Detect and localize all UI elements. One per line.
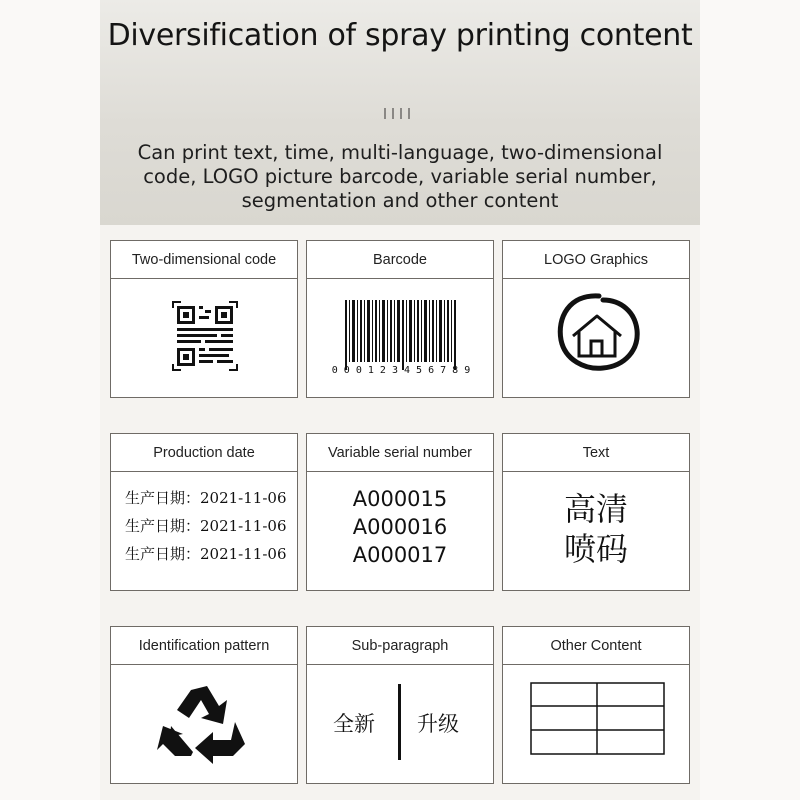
card-label: Identification pattern [111, 627, 297, 665]
table-grid-icon [503, 664, 691, 783]
card-label: LOGO Graphics [503, 241, 689, 279]
production-date-line: 生产日期：2021-11-06 [125, 517, 287, 535]
card-label: Sub-paragraph [307, 627, 493, 665]
card-variable-serial-number [306, 433, 494, 591]
qr-code-icon [111, 278, 299, 397]
card-two-dimensional-code [110, 240, 298, 398]
page-title: Diversification of spray printing content [107, 18, 693, 53]
production-date-line: 生产日期：2021-11-06 [125, 545, 287, 563]
subtitle-line: code, LOGO picture barcode, variable serial number, [143, 165, 657, 188]
serial-number-list [307, 485, 493, 569]
subtitle-line: segmentation and other content [241, 189, 559, 212]
barcode-digits: 0 0 0 1 2 3 4 5 6 7 8 9 [331, 365, 471, 376]
header-banner [100, 0, 700, 225]
left-margin [0, 0, 100, 800]
card-barcode [306, 240, 494, 398]
card-identification-pattern [110, 626, 298, 784]
barcode-icon [307, 278, 495, 397]
card-label: Production date [111, 434, 297, 472]
card-production-date [110, 433, 298, 591]
card-label: Text [503, 434, 689, 472]
card-other-content [502, 626, 690, 784]
serial-number-line: A000015 [352, 487, 448, 511]
serial-number-line: A000016 [352, 515, 448, 539]
page-subtitle [120, 141, 680, 213]
text-sample-line: 喷码 [563, 530, 628, 568]
card-label: Other Content [503, 627, 689, 665]
text-sample-line: 高清 [563, 490, 628, 528]
card-sub-paragraph [306, 626, 494, 784]
text-sample [503, 489, 689, 569]
card-label: Barcode [307, 241, 493, 279]
card-logo-graphics [502, 240, 690, 398]
right-margin [700, 0, 800, 800]
card-label: Variable serial number [307, 434, 493, 472]
house-logo-icon [503, 278, 691, 397]
card-label: Two-dimensional code [111, 241, 297, 279]
card-text [502, 433, 690, 591]
production-date-list [125, 484, 287, 568]
recycle-icon [111, 664, 299, 783]
production-date-line: 生产日期：2021-11-06 [125, 489, 287, 507]
subtitle-line: Can print text, time, multi-language, two-dimensional [137, 141, 663, 164]
divider-ticks [384, 108, 420, 120]
sub-paragraph-divider [398, 684, 401, 760]
sub-paragraph-left: 全新 [333, 713, 375, 736]
sub-paragraph-right: 升级 [417, 713, 459, 736]
serial-number-line: A000017 [352, 543, 448, 567]
